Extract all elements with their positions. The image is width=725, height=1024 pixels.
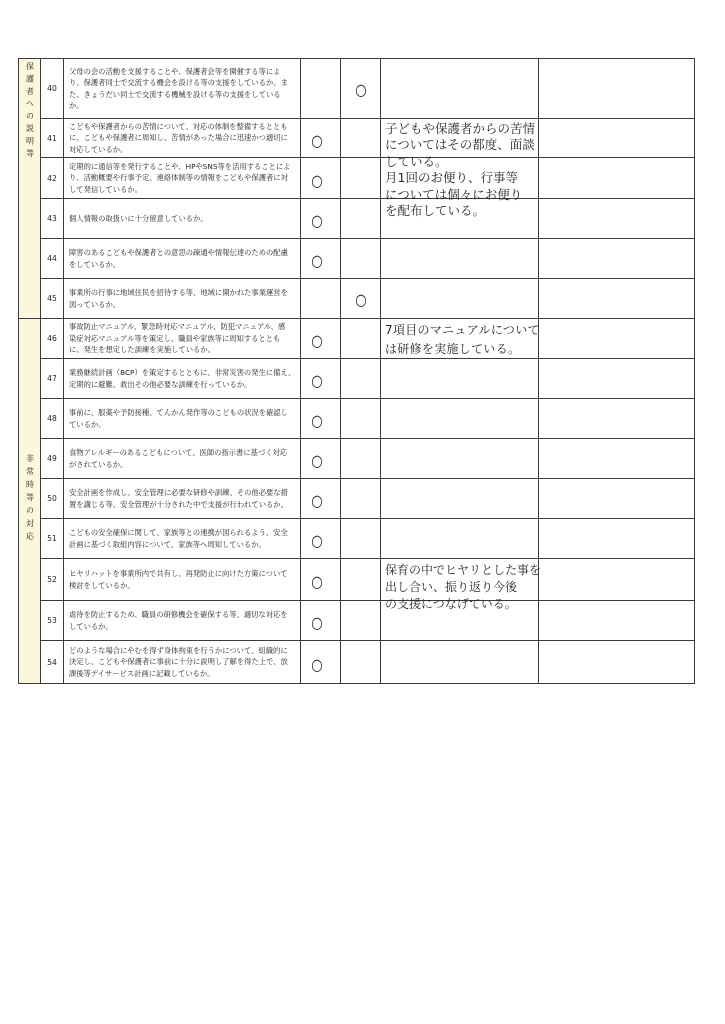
check-cell-2 [341,399,381,439]
section-label: 非常時等の対応 [25,453,35,545]
handwritten-note [385,321,540,359]
question-line: か。 [69,100,84,110]
note-line: は研修を実施している。 [385,342,521,356]
check-cell-1 [301,439,341,479]
check-cell-2 [341,519,381,559]
handwritten-note [385,121,535,219]
circle-mark: ○ [354,80,367,99]
question-line: 障害のあるこどもや保護者との意思の疎通や情報伝達のための配慮 [69,248,288,258]
circle-mark: ○ [310,251,323,270]
check-cell-2 [341,279,381,319]
note-line: を配布している。 [385,203,486,219]
issues-cell [539,519,695,559]
circle-mark: ○ [310,170,323,190]
question-line: 計画に基づく取組内容について、家族等へ周知しているか。 [69,539,266,549]
checklist-table [18,58,695,684]
item-number: 53 [41,601,64,641]
table-row [19,519,695,559]
question-text [64,359,301,399]
item-number: 54 [41,641,64,684]
issues-cell [539,559,695,601]
table-row [19,59,695,119]
issues-cell [539,399,695,439]
efforts-cell [381,641,539,684]
question-line: 課後等デイサービス計画に記載しているか。 [69,668,215,678]
check-cell-1 [301,158,341,199]
check-cell-2 [341,119,381,158]
efforts-cell [381,239,539,279]
item-number: 47 [41,359,64,399]
question-line: 虐待を防止するため、職員の研修機会を確保する等、適切な対応を [69,610,288,620]
question-line: 父母の会の活動を支援することや、保護者会等を開催する等によ [69,66,281,76]
check-cell-2 [341,479,381,519]
question-line: 安全計画を作成し、安全管理に必要な研修や訓練、その他必要な措 [69,488,288,498]
table-row [19,479,695,519]
question-line: こどもの安全確保に関して、家族等との連携が図られるよう、安全 [69,528,288,538]
question-line: がされているか。 [69,459,128,469]
check-cell-2 [341,601,381,641]
table-row [19,359,695,399]
check-cell-1 [301,199,341,239]
check-cell-1 [301,59,341,119]
item-number: 48 [41,399,64,439]
item-number: 50 [41,479,64,519]
question-line: ヒヤリハットを事業所内で共有し、再発防止に向けた方策について [69,569,288,579]
table-row [19,158,695,199]
section-cell [19,319,41,684]
issues-cell [539,601,695,641]
table-row [19,399,695,439]
question-text [64,399,301,439]
check-cell-2 [341,239,381,279]
item-number: 41 [41,119,64,158]
note-line: 7項目のマニュアルについて [385,323,540,337]
check-cell-2 [341,199,381,239]
table-row [19,559,695,601]
item-number: 40 [41,59,64,119]
check-cell-1 [301,359,341,399]
issues-cell [539,279,695,319]
question-line: 事業所の行事に地域住民を招待する等、地域に開かれた事業運営を [69,288,288,298]
question-line: た、きょうだい同士で交流する機械を設ける等の支援をしている [69,89,281,99]
question-line: 定期的に通信等を発行することや、HPやSNS等を活用することによ [69,161,291,171]
note-line: 保育の中でヒヤリとした事を [385,563,542,577]
issues-cell [539,641,695,684]
question-line: 図っているか。 [69,299,121,309]
question-line: 染症対応マニュアル等を策定し、職員や家族等に周知するととも [69,333,281,343]
item-number: 46 [41,319,64,359]
table-row [19,279,695,319]
question-line: しているか。 [69,621,113,631]
table-row [19,199,695,239]
item-number: 49 [41,439,64,479]
question-line: 事故防止マニュアル、緊急時対応マニュアル、防犯マニュアル、感 [69,322,286,332]
question-text [64,641,301,684]
note-line: についてはその都度、面談 [385,137,535,153]
check-cell-2 [341,439,381,479]
question-line: をしているか。 [69,259,121,269]
question-text [64,279,301,319]
issues-cell [539,439,695,479]
efforts-cell [381,359,539,399]
question-text [64,158,301,199]
question-line: こどもや保護者からの苦情について、対応の体制を整備するととも [69,121,288,131]
table-row [19,439,695,479]
check-cell-1 [301,239,341,279]
question-line: 食物アレルギーのあるこどもについて、医師の指示書に基づく対応 [69,448,288,458]
issues-cell [539,479,695,519]
question-line: どのような場合にやむを得ず身体拘束を行うかについて、組織的に [69,645,288,655]
issues-cell [539,199,695,239]
question-line: 業務継続計画（BCP）を策定するとともに、非常災害の発生に備え、 [69,368,296,378]
issues-cell [539,59,695,119]
check-cell-1 [301,641,341,684]
efforts-cell [381,479,539,519]
question-line: 置を講じる等、安全管理が十分された中で支援が行われているか。 [69,499,288,509]
item-number: 51 [41,519,64,559]
circle-mark: ○ [310,451,323,470]
handwritten-note [385,562,541,613]
circle-mark: ○ [310,331,323,350]
question-line: 定期的に避難、救出その他必要な訓練を行っているか。 [69,379,252,389]
note-line: の支援につなげている。 [385,597,517,611]
issues-cell [539,239,695,279]
circle-mark: ○ [310,130,323,150]
section-cell [19,59,41,319]
question-text [64,479,301,519]
circle-mark: ○ [310,411,323,430]
issues-cell [539,158,695,199]
question-line: 検討をしているか。 [69,580,135,590]
question-line: に、こどもや保護者に周知し、苦情があった場合に迅速かつ適切に [69,133,288,143]
efforts-cell [381,399,539,439]
item-number: 52 [41,559,64,601]
question-line: して発信しているか。 [69,184,142,194]
check-cell-2 [341,59,381,119]
check-cell-1 [301,119,341,158]
circle-mark: ○ [310,371,323,390]
efforts-cell [381,439,539,479]
question-line: に、発生を想定した訓練を実施しているか。 [69,345,215,355]
circle-mark: ○ [354,290,367,309]
note-line: 月1回のお便り、行事等 [385,170,518,186]
check-cell-1 [301,479,341,519]
table-row [19,319,695,359]
check-cell-2 [341,158,381,199]
circle-mark: ○ [310,613,323,632]
item-number: 43 [41,199,64,239]
note-line: 出し合い、振り返り今後 [385,580,518,594]
note-line: については個々にお便り [385,186,523,202]
question-text [64,519,301,559]
check-cell-1 [301,519,341,559]
check-cell-2 [341,559,381,601]
issues-cell [539,319,695,359]
item-number: 44 [41,239,64,279]
check-cell-2 [341,641,381,684]
item-number: 45 [41,279,64,319]
table-row [19,601,695,641]
question-text [64,119,301,158]
table-row [19,239,695,279]
check-cell-1 [301,559,341,601]
note-line: 子どもや保護者からの苦情 [385,121,536,136]
note-line: している。 [385,153,448,169]
check-cell-1 [301,601,341,641]
circle-mark: ○ [310,572,323,591]
section-label: 保護者への説明等 [25,62,35,162]
question-line: 事前に、服薬や予防接種、てんかん発作等のこどもの状況を確認し [69,408,288,418]
check-cell-1 [301,319,341,359]
check-cell-1 [301,279,341,319]
circle-mark: ○ [310,211,323,230]
question-line: り、活動概要や行事予定、連絡体制等の情報をこどもや保護者に対 [69,173,288,183]
question-line: り、保護者同士で交流する機会を設ける等の支援をしているか。ま [69,78,288,88]
circle-mark: ○ [310,531,323,550]
issues-cell [539,119,695,158]
question-text [64,559,301,601]
efforts-cell [381,59,539,119]
circle-mark: ○ [310,654,323,674]
table-row [19,119,695,158]
item-number: 42 [41,158,64,199]
question-text [64,439,301,479]
question-text [64,199,301,239]
question-line: 決定し、こどもや保護者に事前に十分に説明し了解を得た上で、放 [69,657,288,667]
question-text [64,601,301,641]
circle-mark: ○ [310,491,323,510]
issues-cell [539,359,695,399]
question-text [64,239,301,279]
check-cell-2 [341,359,381,399]
check-cell-2 [341,319,381,359]
efforts-cell [381,519,539,559]
question-line: 対応しているか。 [69,144,128,154]
efforts-cell [381,279,539,319]
check-cell-1 [301,399,341,439]
question-text [64,319,301,359]
question-text [64,59,301,119]
question-line: ているか。 [69,419,106,429]
question-line: 個人情報の取扱いに十分留意しているか。 [69,213,208,223]
table-row [19,641,695,684]
